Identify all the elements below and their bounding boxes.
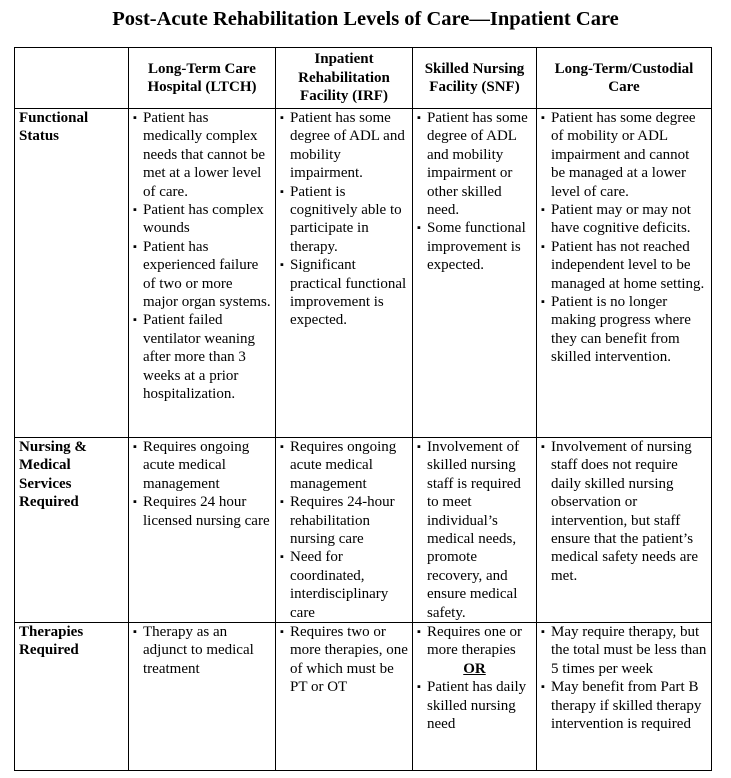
bullet-icon: ▪	[280, 441, 284, 453]
table-header-row	[15, 48, 712, 109]
list-item: ▪ Need for coordinated, interdisciplinary care	[280, 549, 389, 621]
bullet-icon: ▪	[280, 112, 284, 124]
list-item: ▪ Patient has complex wounds	[133, 202, 264, 237]
list-item: ▪ Requires 24-hour rehabilitation nursing care	[280, 494, 395, 548]
list-item: ▪ Patient has some degree of ADL and mobility impairment or other skilled need.	[417, 110, 528, 219]
bullet-icon: ▪	[541, 296, 545, 309]
bullet-icon: ▪	[280, 259, 284, 272]
bullet-icon: ▪	[133, 240, 137, 253]
bullet-icon: ▪	[541, 240, 545, 253]
list-item: ▪ Significant practical functional improvement is expected.	[280, 257, 407, 329]
list-item: ▪ Patient has some degree of ADL and mobility impairment.	[280, 110, 405, 182]
cell-custodial	[537, 109, 712, 438]
bullet-list	[133, 438, 271, 530]
bullet-icon: ▪	[541, 112, 545, 124]
bullet-icon: ▪	[280, 496, 284, 509]
bullet-icon: ▪	[133, 204, 137, 217]
bullet-list	[280, 438, 408, 622]
cell-snf	[413, 438, 537, 623]
list-item: ▪ Patient is cognitively able to participate in therapy.	[280, 183, 402, 255]
list-item: ▪ Involvement of skilled nursing staff is required to meet individual’s medical needs, promote recovery, and ensure medical safety.	[417, 439, 521, 621]
cell-ltch	[129, 438, 276, 623]
bullet-icon: ▪	[133, 112, 137, 124]
bullet-list	[133, 623, 271, 678]
bullet-list	[417, 623, 532, 733]
table-row-therapies	[15, 623, 712, 771]
list-item: ▪ Patient has daily skilled nursing need	[417, 679, 527, 733]
list-item: ▪ Requires ongoing acute medical management	[280, 439, 397, 492]
list-item: ▪ Involvement of nursing staff does not require daily skilled nursing observation or intervention, but staff ensure that the patient’s medical safety needs are met.	[541, 439, 699, 584]
list-item: ▪ Some functional improvement is expected.	[417, 220, 526, 274]
list-item: ▪ Patient has experienced failure of two or more major organ systems.	[133, 238, 271, 311]
list-item: ▪ Patient may or may not have cognitive deficits.	[541, 202, 691, 237]
bullet-icon: ▪	[417, 441, 421, 453]
cell-irf	[276, 623, 413, 771]
list-item: ▪ May require therapy, but the total must be less than 5 times per week	[541, 624, 707, 677]
row-label: Nursing & Medical Services Required	[15, 438, 129, 623]
list-item: ▪ May benefit from Part B therapy if skilled therapy intervention is required	[541, 679, 702, 733]
list-item: ▪ Patient failed ventilator weaning after more than 3 weeks at a prior hospitalization.	[133, 312, 256, 403]
levels-of-care-table	[14, 47, 712, 771]
bullet-icon: ▪	[541, 681, 545, 694]
cell-snf	[413, 623, 537, 771]
bullet-list	[280, 623, 408, 697]
header-snf: Skilled Nursing Facility (SNF)	[413, 48, 537, 109]
cell-ltch	[129, 109, 276, 438]
row-label: Therapies Required	[15, 623, 129, 771]
page-title: Post-Acute Rehabilitation Levels of Care—Inpatient Care	[112, 8, 619, 30]
bullet-icon: ▪	[417, 681, 421, 694]
table-row-nursing-medical	[15, 438, 712, 623]
list-item: ▪ Requires ongoing acute medical management	[133, 439, 250, 492]
list-item: ▪ Patient has medically complex needs that cannot be met at a lower level of care.	[133, 110, 266, 200]
cell-irf	[276, 438, 413, 623]
bullet-list	[417, 109, 532, 275]
bullet-icon: ▪	[133, 441, 137, 453]
cell-custodial	[537, 438, 712, 623]
list-item: ▪ Therapy as an adjunct to medical treatment	[133, 624, 254, 677]
bullet-list	[133, 109, 271, 404]
bullet-icon: ▪	[417, 626, 421, 639]
bullet-list	[541, 438, 707, 585]
bullet-icon: ▪	[133, 626, 137, 639]
bullet-icon: ▪	[541, 441, 545, 453]
cell-custodial	[537, 623, 712, 771]
header-custodial: Long-Term/Custodial Care	[537, 48, 712, 109]
bullet-icon: ▪	[417, 112, 421, 124]
table-row-functional-status	[15, 109, 712, 438]
list-item: ▪ Requires two or more therapies, one of which must be PT or OT	[280, 624, 408, 696]
cell-snf	[413, 109, 537, 438]
bullet-icon: ▪	[541, 204, 545, 217]
bullet-icon: ▪	[280, 551, 284, 564]
bullet-list	[280, 109, 408, 330]
bullet-icon: ▪	[417, 222, 421, 235]
bullet-list	[417, 438, 532, 622]
cell-irf	[276, 109, 413, 438]
bullet-icon: ▪	[133, 314, 137, 327]
bullet-icon: ▪	[280, 185, 284, 198]
header-corner	[15, 48, 129, 109]
row-label: Functional Status	[15, 109, 129, 438]
bullet-icon: ▪	[133, 496, 137, 509]
bullet-list	[541, 109, 707, 367]
list-item: ▪ Requires one or more therapies	[417, 624, 522, 659]
cell-ltch	[129, 623, 276, 771]
list-item: ▪ Patient is no longer making progress where they can benefit from skilled intervention.	[541, 294, 691, 366]
or-label: OR	[463, 660, 486, 677]
list-item: ▪ Requires 24 hour licensed nursing care	[133, 494, 270, 529]
header-irf: Inpatient Rehabilitation Facility (IRF)	[276, 48, 413, 109]
list-item: ▪ Patient has some degree of mobility or ADL impairment and cannot be managed at a lower level of care.	[541, 110, 696, 200]
bullet-icon: ▪	[541, 626, 545, 639]
list-item: ▪ Patient has not reached independent level to be managed at home setting.	[541, 238, 705, 292]
bullet-list	[541, 623, 707, 733]
bullet-icon: ▪	[280, 626, 284, 639]
header-ltch: Long-Term Care Hospital (LTCH)	[129, 48, 276, 109]
